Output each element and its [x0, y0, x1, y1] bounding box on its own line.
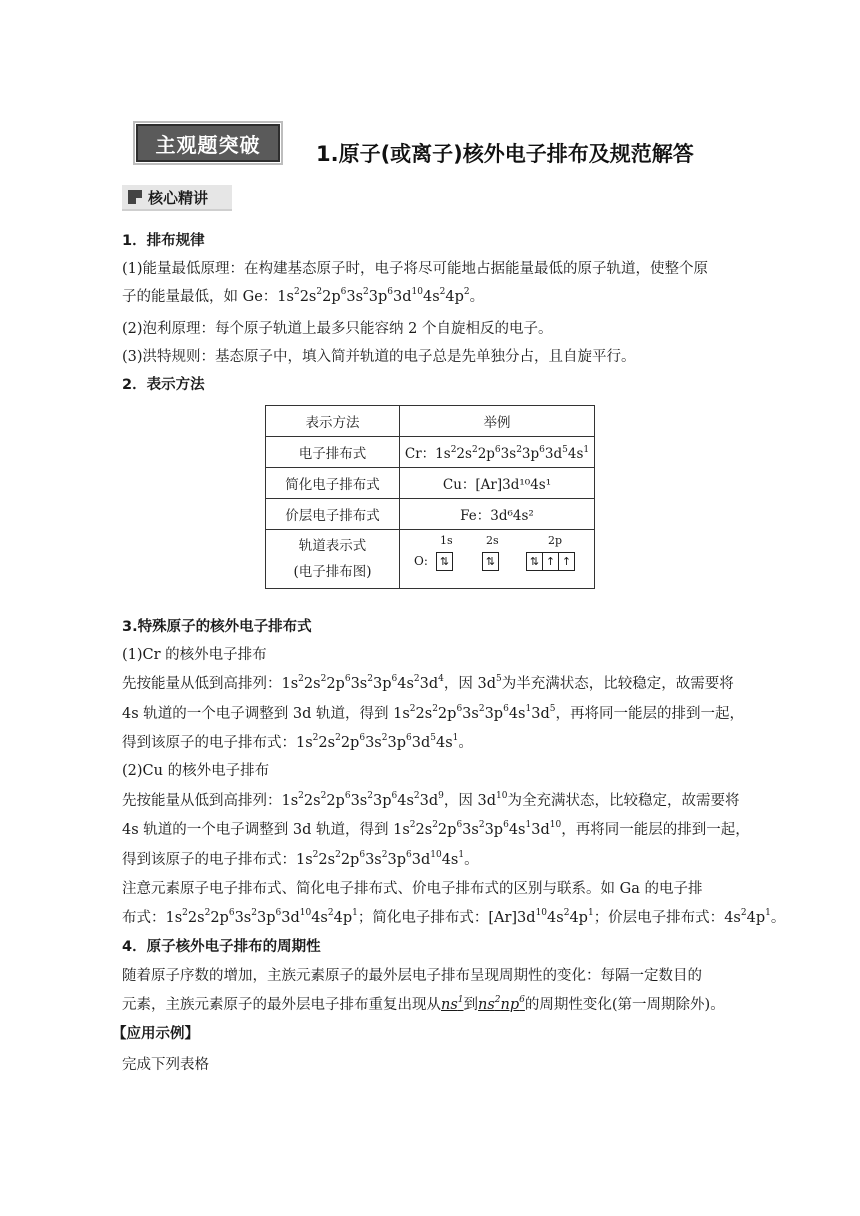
text-fragment: 布式： [122, 910, 166, 926]
orbital-label-1s: 1s [440, 534, 453, 547]
text-fragment: 子的能量最低，如 Ge： [122, 289, 278, 305]
text-line: (1)能量最低原理：在构建基态原子时，电子将尽可能地占据能量最低的原子轨道，使整个原 [122, 261, 709, 277]
topic-badge: 主观题突破 [136, 124, 280, 162]
orbital-box-2p: ⇅ ↑ ↑ [526, 552, 574, 571]
table-cell: Cr：$1s^22s^22p^63s^23p^63d^54s^1$ [400, 437, 595, 468]
text-line: (3)洪特规则：基态原子中，填入简并轨道的电子总是先单独分占，且自旋平行。 [122, 349, 636, 365]
heading-4: 4．原子核外电子排布的周期性 [122, 939, 321, 955]
orbital-diagram-cell [400, 530, 595, 589]
orbital-label-2s: 2s [486, 534, 499, 547]
section-label: 核心精讲 [148, 188, 209, 207]
orbital-box-1s: ⇅ [436, 552, 452, 571]
text-fragment: 得到该原子的电子排布式： [122, 852, 296, 868]
section-square-icon [128, 190, 142, 204]
cell-line: 轨道表示式 [298, 538, 367, 554]
table-cell: Fe：3d⁶4s² [400, 499, 595, 530]
text-line: (2)Cu 的核外电子排布 [122, 763, 270, 779]
text-fragment: 为全充满状态，比较稳定，故需要将 [507, 793, 740, 809]
orbital-diagram [404, 530, 590, 588]
table-row [266, 468, 595, 499]
text-fragment: ；价层电子排布式： [593, 910, 725, 926]
table-cell: 价层电子排布式 [266, 499, 400, 530]
text-fragment: 得到该原子的电子排布式： [122, 735, 296, 751]
text-line: 4s 轨道的一个电子调整到 3d 轨道，得到 $1s^22s^22p^63s^23p^64s^13d^5$，再将同一能层的排到一起， [122, 704, 744, 722]
orbital-atom-label: O: [414, 554, 428, 568]
orbital-label-2p: 2p [548, 534, 563, 547]
representation-table [265, 405, 595, 589]
text-fragment: Cr： [404, 446, 436, 462]
text-line [122, 995, 742, 1015]
text-fragment: 先按能量从低到高排列： [122, 676, 282, 692]
heading-2: 2．表示方法 [122, 377, 205, 393]
text-fragment: ，再将同一能层的排到一起， [561, 822, 750, 838]
text-line: 注意元素原子电子排布式、简化电子排布式、价电子排布式的区别与联系。如 Ga 的电子排 [122, 881, 703, 897]
table-header: 表示方法 [266, 406, 400, 437]
text-fragment: ，再将同一能层的排到一起， [555, 706, 744, 722]
table-cell: 简化电子排布式 [266, 468, 400, 499]
text-fragment: 4s 轨道的一个电子调整到 3d 轨道，得到 [122, 706, 394, 722]
text-fragment: ，因 3d [443, 793, 496, 809]
text-fragment: ；简化电子排布式：[Ar]3d [357, 910, 536, 926]
text-fragment: 的周期性变化(第一周期除外)。 [524, 997, 725, 1013]
heading-1: 1．排布规律 [122, 233, 205, 249]
table-cell: 电子排布式 [266, 437, 400, 468]
table-cell [266, 530, 400, 589]
heading-3: 3.特殊原子的核外电子排布式 [122, 619, 312, 635]
text-line: 得到该原子的电子排布式：$1s^22s^22p^63s^23p^63d^54s^1$。 [122, 733, 473, 751]
table-row [266, 406, 595, 437]
page-title: 1.原子(或离子)核外电子排布及规范解答 [316, 142, 694, 166]
text-line: 布式：$1s^22s^22p^63s^23p^63d^{10}4s^24p^1$；简化电子排布式：$[Ar]3d^{10}4s^24p^1$；价层电子排布式：$4s^24p^1$。 [122, 908, 786, 926]
text-line: 先按能量从低到高排列：$1s^22s^22p^63s^23p^64s^23d^4$，因 $3d^5$为半充满状态，比较稳定，故需要将 [122, 674, 734, 692]
table-row [266, 530, 595, 589]
section-header [122, 185, 232, 211]
table-cell: Cu：[Ar]3d¹⁰4s¹ [400, 468, 595, 499]
text-line: 4s 轨道的一个电子调整到 3d 轨道，得到 $1s^22s^22p^63s^23p^64s^13d^{10}$，再将同一能层的排到一起， [122, 820, 750, 838]
answer-blank: $ns^2np^6$ [478, 995, 525, 1013]
text-fragment: ，因 3d [443, 676, 496, 692]
text-line: 随着原子序数的增加，主族元素原子的最外层电子排布呈现周期性的变化：每隔一定数目的 [122, 968, 702, 984]
orbital-box-2s: ⇅ [482, 552, 498, 571]
text-line: 先按能量从低到高排列：$1s^22s^22p^63s^23p^64s^23d^9$，因 $3d^{10}$为全充满状态，比较稳定，故需要将 [122, 791, 740, 809]
table-row [266, 437, 595, 468]
text-line: (1)Cr 的核外电子排布 [122, 647, 267, 663]
text-line: 得到该原子的电子排布式：$1s^22s^22p^63s^23p^63d^{10}4s^1$。 [122, 850, 479, 868]
text-line: (2)泡利原理：每个原子轨道上最多只能容纳 2 个自旋相反的电子。 [122, 321, 553, 337]
text-fragment: 到 [463, 997, 479, 1013]
text-fragment: 元素，主族元素原子的最外层电子排布重复出现从 [122, 997, 441, 1013]
text-fragment: 为半充满状态，比较稳定，故需要将 [501, 676, 734, 692]
example-label: 【应用示例】 [112, 1026, 199, 1042]
answer-blank: $ns^1$ [441, 995, 464, 1013]
text-line: 子的能量最低，如 Ge：$1s^22s^22p^63s^23p^63d^{10}4s^24p^2$。 [122, 287, 485, 305]
text-fragment: 4s 轨道的一个电子调整到 3d 轨道，得到 [122, 822, 394, 838]
table-header: 举例 [400, 406, 595, 437]
text-fragment: 先按能量从低到高排列： [122, 793, 282, 809]
text-line: 完成下列表格 [122, 1057, 209, 1073]
table-row [266, 499, 595, 530]
cell-line: (电子排布图) [293, 564, 372, 580]
